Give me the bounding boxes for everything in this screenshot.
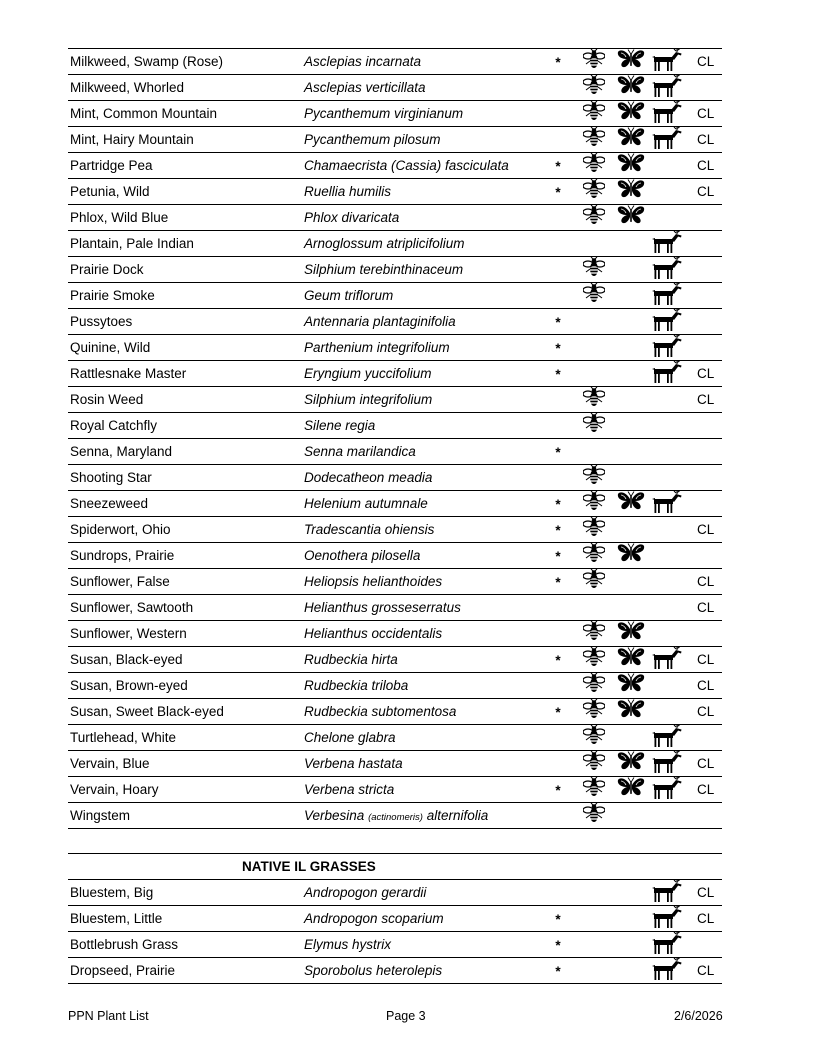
common-name: Phlox, Wild Blue (70, 210, 169, 225)
common-name: Bluestem, Big (70, 885, 154, 900)
common-name: Vervain, Blue (70, 756, 150, 771)
plant-list (68, 48, 722, 984)
cl-code: CL (697, 366, 715, 381)
common-name: Petunia, Wild (70, 184, 150, 199)
bee-icon (583, 49, 605, 70)
deer-icon (652, 647, 682, 669)
common-name: Shooting Star (70, 470, 152, 485)
scientific-name: Asclepias verticillata (304, 80, 426, 95)
scientific-name: Rudbeckia subtomentosa (304, 704, 457, 719)
butterfly-icon (617, 543, 645, 563)
common-name: Sunflower, False (70, 574, 170, 589)
bee-icon (583, 673, 605, 694)
cl-code: CL (697, 106, 715, 121)
section-gap (68, 829, 722, 853)
table-row (68, 932, 722, 958)
common-name: Bottlebrush Grass (70, 937, 179, 952)
table-row (68, 309, 722, 335)
common-name: Quinine, Wild (70, 340, 151, 355)
scientific-name: Phlox divaricata (304, 210, 400, 225)
common-name: Vervain, Hoary (70, 782, 159, 797)
table-row (68, 101, 722, 127)
scientific-name: Helianthus grosseserratus (304, 600, 461, 615)
table-row (68, 699, 722, 725)
table-row (68, 205, 722, 231)
deer-icon (652, 335, 682, 357)
table-row (68, 543, 722, 569)
common-name: Sneezeweed (70, 496, 149, 511)
bee-icon (583, 153, 605, 174)
table-row (68, 751, 722, 777)
deer-icon (652, 49, 682, 71)
asterisk-marker: * (555, 159, 561, 174)
section-title: NATIVE IL GRASSES (242, 859, 376, 874)
table-row (68, 465, 722, 491)
bee-icon (583, 647, 605, 668)
scientific-name: Geum triflorum (304, 288, 394, 303)
deer-icon (652, 361, 682, 383)
plants-table (68, 48, 722, 829)
common-name: Pussytoes (70, 314, 133, 329)
asterisk-marker: * (555, 497, 561, 512)
scientific-name: Andropogon gerardii (304, 885, 427, 900)
cl-code: CL (697, 54, 715, 69)
footer-date: 2/6/2026 (674, 1009, 723, 1023)
common-name: Susan, Black-eyed (70, 652, 183, 667)
bee-icon (583, 699, 605, 720)
common-name: Turtlehead, White (70, 730, 177, 745)
scientific-name: Eryngium yuccifolium (304, 366, 432, 381)
bee-icon (583, 517, 605, 538)
butterfly-icon (617, 673, 645, 693)
asterisk-marker: * (555, 653, 561, 668)
common-name: Wingstem (70, 808, 131, 823)
butterfly-icon (617, 699, 645, 719)
scientific-name: Andropogon scoparium (304, 911, 444, 926)
table-row (68, 725, 722, 751)
cl-code: CL (697, 600, 715, 615)
scientific-name: Pycanthemum pilosum (304, 132, 441, 147)
table-row (68, 48, 722, 75)
asterisk-marker: * (555, 705, 561, 720)
table-row (68, 569, 722, 595)
scientific-name: Oenothera pilosella (304, 548, 421, 563)
cl-code: CL (697, 392, 715, 407)
bee-icon (583, 101, 605, 122)
cl-code: CL (697, 132, 715, 147)
scientific-name: Antennaria plantaginifolia (304, 314, 456, 329)
common-name: Susan, Sweet Black-eyed (70, 704, 224, 719)
scientific-name: Parthenium integrifolium (304, 340, 450, 355)
footer-document-title: PPN Plant List (68, 1009, 149, 1023)
scientific-name: Chelone glabra (304, 730, 396, 745)
deer-icon (652, 127, 682, 149)
deer-icon (652, 751, 682, 773)
bee-icon (583, 725, 605, 746)
butterfly-icon (617, 75, 645, 95)
asterisk-marker: * (555, 341, 561, 356)
table-row (68, 439, 722, 465)
common-name: Rattlesnake Master (70, 366, 187, 381)
cl-code: CL (697, 782, 715, 797)
common-name: Sundrops, Prairie (70, 548, 175, 563)
cl-code: CL (697, 652, 715, 667)
cl-code: CL (697, 158, 715, 173)
table-row (68, 257, 722, 283)
butterfly-icon (617, 101, 645, 121)
scientific-name: Chamaecrista (Cassia) fasciculata (304, 158, 509, 173)
cl-code: CL (697, 522, 715, 537)
common-name: Dropseed, Prairie (70, 963, 176, 978)
table-row (68, 673, 722, 699)
asterisk-marker: * (555, 445, 561, 460)
table-row (68, 517, 722, 543)
scientific-name: Rudbeckia hirta (304, 652, 398, 667)
table-row (68, 361, 722, 387)
deer-icon (652, 231, 682, 253)
asterisk-marker: * (555, 315, 561, 330)
bee-icon (583, 465, 605, 486)
scientific-name: Verbena stricta (304, 782, 395, 797)
common-name: Susan, Brown-eyed (70, 678, 188, 693)
scientific-name: Sporobolus heterolepis (304, 963, 443, 978)
deer-icon (652, 491, 682, 513)
deer-icon (652, 257, 682, 279)
cl-code: CL (697, 885, 715, 900)
asterisk-marker: * (555, 549, 561, 564)
scientific-name: Senna marilandica (304, 444, 416, 459)
scientific-name: Tradescantia ohiensis (304, 522, 435, 537)
table-row (68, 153, 722, 179)
table-row (68, 803, 722, 829)
scientific-name: Verbena hastata (304, 756, 403, 771)
table-row (68, 595, 722, 621)
table-row (68, 231, 722, 257)
table-row (68, 283, 722, 309)
butterfly-icon (617, 621, 645, 641)
cl-code: CL (697, 704, 715, 719)
common-name: Senna, Maryland (70, 444, 173, 459)
common-name: Prairie Smoke (70, 288, 155, 303)
butterfly-icon (617, 777, 645, 797)
bee-icon (583, 179, 605, 200)
bee-icon (583, 777, 605, 798)
deer-icon (652, 777, 682, 799)
table-row (68, 621, 722, 647)
scientific-name: Rudbeckia triloba (304, 678, 409, 693)
table-row (68, 491, 722, 517)
deer-icon (652, 309, 682, 331)
cl-code: CL (697, 574, 715, 589)
scientific-name: Silphium terebinthinaceum (304, 262, 464, 277)
cl-code: CL (697, 756, 715, 771)
butterfly-icon (617, 751, 645, 771)
common-name: Partridge Pea (70, 158, 153, 173)
scientific-name: Helenium autumnale (304, 496, 428, 511)
asterisk-marker: * (555, 185, 561, 200)
scientific-name: Arnoglossum atriplicifolium (304, 236, 465, 251)
scientific-name: Silphium integrifolium (304, 392, 433, 407)
scientific-name-genus: Verbesina (304, 808, 365, 823)
deer-icon (652, 283, 682, 305)
asterisk-marker: * (555, 912, 561, 927)
common-name: Bluestem, Little (70, 911, 163, 926)
scientific-name: Silene regia (304, 418, 376, 433)
table-row (68, 335, 722, 361)
bee-icon (583, 75, 605, 96)
grasses-table (68, 880, 722, 984)
common-name: Sunflower, Western (70, 626, 187, 641)
bee-icon (583, 205, 605, 226)
deer-icon (652, 880, 682, 902)
asterisk-marker: * (555, 964, 561, 979)
deer-icon (652, 958, 682, 980)
common-name: Milkweed, Swamp (Rose) (70, 54, 224, 69)
cl-code: CL (697, 678, 715, 693)
deer-icon (652, 725, 682, 747)
common-name: Mint, Hairy Mountain (70, 132, 194, 147)
table-row (68, 413, 722, 439)
table-row (68, 647, 722, 673)
butterfly-icon (617, 153, 645, 173)
deer-icon (652, 932, 682, 954)
table-row (68, 906, 722, 932)
table-row (68, 127, 722, 153)
common-name: Sunflower, Sawtooth (70, 600, 194, 615)
bee-icon (583, 413, 605, 434)
scientific-name: Dodecatheon meadia (304, 470, 433, 485)
cl-code: CL (697, 911, 715, 926)
scientific-name: Asclepias incarnata (304, 54, 422, 69)
common-name: Plantain, Pale Indian (70, 236, 194, 251)
bee-icon (583, 621, 605, 642)
common-name: Mint, Common Mountain (70, 106, 218, 121)
deer-icon (652, 906, 682, 928)
table-row (68, 179, 722, 205)
footer-page-number: Page 3 (386, 1009, 426, 1023)
bee-icon (583, 127, 605, 148)
common-name: Royal Catchfly (70, 418, 158, 433)
table-row (68, 75, 722, 101)
asterisk-marker: * (555, 367, 561, 382)
common-name: Prairie Dock (70, 262, 144, 277)
asterisk-marker: * (555, 783, 561, 798)
bee-icon (583, 491, 605, 512)
butterfly-icon (617, 205, 645, 225)
table-row (68, 777, 722, 803)
asterisk-marker: * (555, 55, 561, 70)
scientific-name: Ruellia humilis (304, 184, 392, 199)
grasses-section-header (68, 853, 722, 880)
butterfly-icon (617, 127, 645, 147)
bee-icon (583, 751, 605, 772)
scientific-name: Elymus hystrix (304, 937, 392, 952)
deer-icon (652, 75, 682, 97)
bee-icon (583, 283, 605, 304)
asterisk-marker: * (555, 523, 561, 538)
table-row (68, 387, 722, 413)
scientific-name-species: alternifolia (426, 808, 489, 823)
common-name: Spiderwort, Ohio (70, 522, 171, 537)
bee-icon (583, 803, 605, 824)
cl-code: CL (697, 963, 715, 978)
deer-icon (652, 101, 682, 123)
table-row (68, 880, 722, 906)
common-name: Milkweed, Whorled (70, 80, 185, 95)
table-row (68, 958, 722, 984)
bee-icon (583, 569, 605, 590)
cl-code: CL (697, 184, 715, 199)
scientific-name (304, 803, 488, 830)
scientific-name: Helianthus occidentalis (304, 626, 443, 641)
scientific-name: Pycanthemum virginianum (304, 106, 464, 121)
scientific-name-synonym: (actinomeris) (368, 812, 423, 823)
common-name: Rosin Weed (70, 392, 144, 407)
scientific-name: Heliopsis helianthoides (304, 574, 443, 589)
butterfly-icon (617, 647, 645, 667)
bee-icon (583, 257, 605, 278)
butterfly-icon (617, 179, 645, 199)
bee-icon (583, 543, 605, 564)
asterisk-marker: * (555, 938, 561, 953)
bee-icon (583, 387, 605, 408)
asterisk-marker: * (555, 575, 561, 590)
butterfly-icon (617, 49, 645, 69)
butterfly-icon (617, 491, 645, 511)
